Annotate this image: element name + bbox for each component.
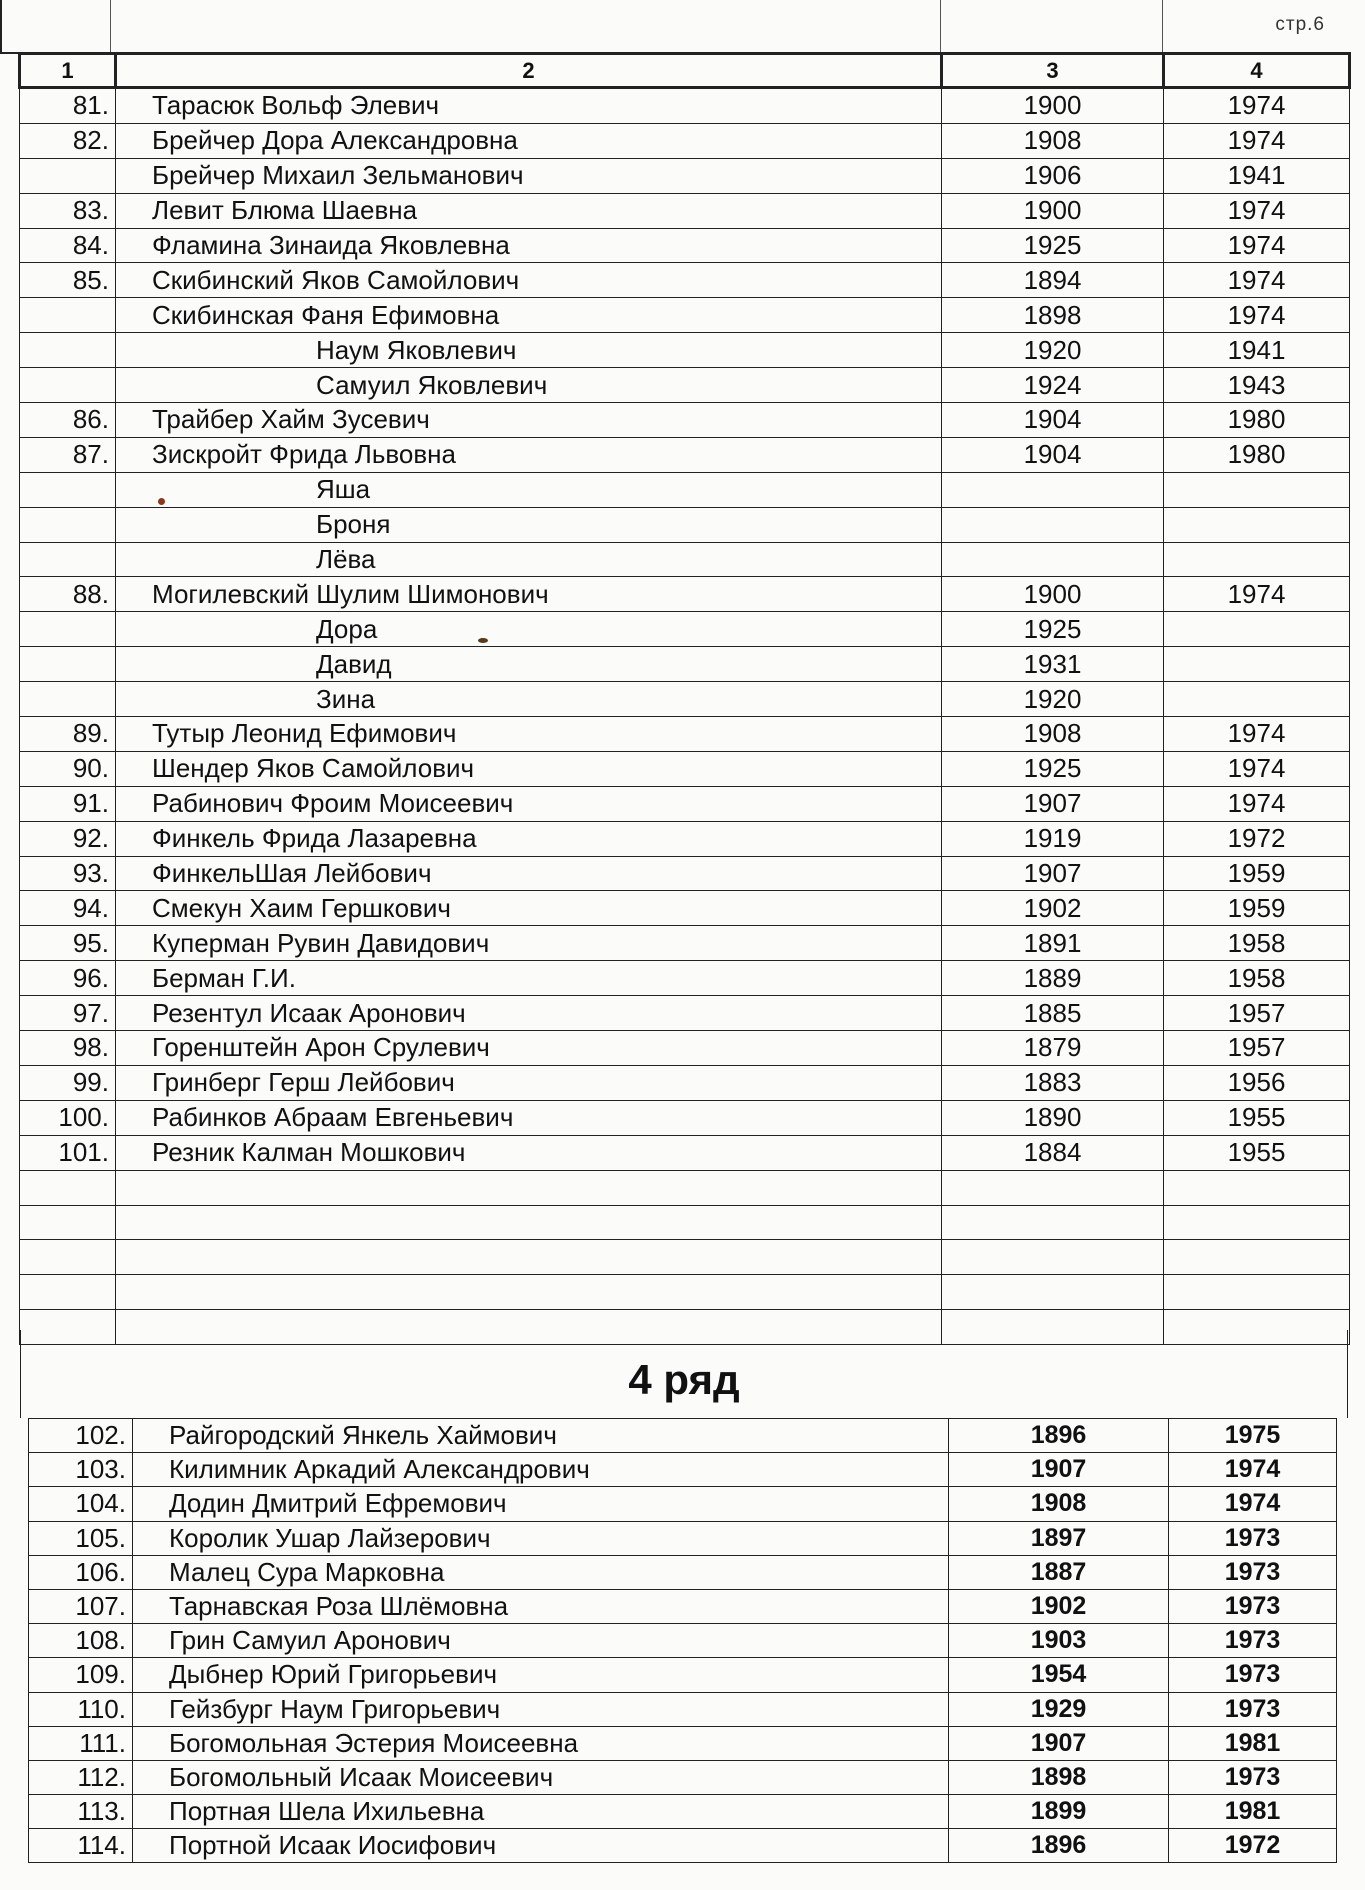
page-top-strip [0, 0, 1347, 54]
table-row [20, 856, 1350, 891]
row-number-cell: 102. [29, 1419, 133, 1453]
table-row [29, 1419, 1337, 1453]
name-cell: Зискройт Фрида Львовна [116, 437, 942, 472]
year-birth-cell: 1906 [942, 158, 1164, 193]
name-cell: Богомольный Исаак Моисеевич [133, 1760, 949, 1794]
name-cell: Дыбнер Юрий Григорьевич [133, 1658, 949, 1692]
table-row [20, 263, 1350, 298]
row-number-cell: 101. [20, 1135, 116, 1170]
year-birth-cell: 1896 [949, 1419, 1169, 1453]
year-birth-cell: 1896 [949, 1829, 1169, 1863]
row-number-cell: 89. [20, 717, 116, 752]
burial-table-lower [28, 1418, 1337, 1863]
year-birth-cell: 1920 [942, 333, 1164, 368]
row-number-cell [20, 1275, 116, 1310]
year-death-cell: 1980 [1164, 403, 1350, 438]
name-cell: Тарасюк Вольф Элевич [116, 88, 942, 124]
name-cell: Зина [116, 682, 942, 717]
table-row [20, 123, 1350, 158]
year-birth-cell: 1899 [949, 1795, 1169, 1829]
table-row [20, 612, 1350, 647]
year-birth-cell: 1908 [942, 717, 1164, 752]
column-header-2: 2 [116, 54, 942, 88]
name-cell: Королик Ушар Лайзерович [133, 1521, 949, 1555]
name-cell: Грин Самуил Аронович [133, 1624, 949, 1658]
year-birth-cell: 1904 [942, 437, 1164, 472]
year-death-cell: 1973 [1169, 1658, 1337, 1692]
table-row [29, 1795, 1337, 1829]
year-death-cell: 1973 [1169, 1760, 1337, 1794]
table-row [20, 961, 1350, 996]
table-row [20, 717, 1350, 752]
name-cell: Смекун Хаим Гершкович [116, 891, 942, 926]
row-number-cell [20, 158, 116, 193]
table-row [20, 193, 1350, 228]
name-cell [116, 1205, 942, 1240]
name-cell: Резентул Исаак Аронович [116, 996, 942, 1031]
row-number-cell: 94. [20, 891, 116, 926]
row-number-cell: 113. [29, 1795, 133, 1829]
year-birth-cell [942, 1240, 1164, 1275]
year-birth-cell: 1908 [942, 123, 1164, 158]
row-number-cell [20, 542, 116, 577]
year-birth-cell [942, 542, 1164, 577]
table-row [20, 228, 1350, 263]
row-number-cell: 93. [20, 856, 116, 891]
year-death-cell: 1958 [1164, 926, 1350, 961]
year-death-cell: 1943 [1164, 368, 1350, 403]
table-row [20, 472, 1350, 507]
name-cell [116, 1170, 942, 1205]
year-birth-cell: 1902 [949, 1589, 1169, 1623]
table-row [29, 1521, 1337, 1555]
year-birth-cell: 1908 [949, 1487, 1169, 1521]
name-cell: Наум Яковлевич [116, 333, 942, 368]
name-cell: Резник Калман Мошкович [116, 1135, 942, 1170]
row-number-cell: 88. [20, 577, 116, 612]
table-row [20, 996, 1350, 1031]
table-body-upper [20, 88, 1350, 1345]
year-birth-cell [942, 472, 1164, 507]
year-birth-cell: 1924 [942, 368, 1164, 403]
name-cell: Брейчер Дора Александровна [116, 123, 942, 158]
name-cell: Додин Дмитрий Ефремович [133, 1487, 949, 1521]
table-row [20, 1240, 1350, 1275]
name-cell: Рабинков Абраам Евгеньевич [116, 1100, 942, 1135]
year-birth-cell: 1900 [942, 577, 1164, 612]
name-cell: Самуил Яковлевич [116, 368, 942, 403]
name-cell: Горенштейн Арон Срулевич [116, 1031, 942, 1066]
row-number-cell: 98. [20, 1031, 116, 1066]
year-birth-cell: 1907 [949, 1726, 1169, 1760]
row-number-cell [20, 1170, 116, 1205]
name-cell: Гейзбург Наум Григорьевич [133, 1692, 949, 1726]
year-death-cell: 1974 [1164, 228, 1350, 263]
table-row [20, 1275, 1350, 1310]
name-cell: Скибинский Яков Самойлович [116, 263, 942, 298]
row-number-cell: 85. [20, 263, 116, 298]
name-cell: Фламина Зинаида Яковлевна [116, 228, 942, 263]
row-number-cell: 105. [29, 1521, 133, 1555]
row-number-cell: 107. [29, 1589, 133, 1623]
year-birth-cell: 1894 [942, 263, 1164, 298]
year-birth-cell: 1885 [942, 996, 1164, 1031]
row-number-cell: 81. [20, 88, 116, 124]
table-row [29, 1829, 1337, 1863]
name-cell: Лёва [116, 542, 942, 577]
year-death-cell: 1955 [1164, 1100, 1350, 1135]
column-header-4: 4 [1164, 54, 1350, 88]
name-cell: Малец Сура Марковна [133, 1555, 949, 1589]
table-row [20, 333, 1350, 368]
name-cell: Трайбер Хайм Зусевич [116, 403, 942, 438]
year-birth-cell [942, 507, 1164, 542]
year-death-cell [1164, 1170, 1350, 1205]
row-number-cell: 86. [20, 403, 116, 438]
row-number-cell [20, 612, 116, 647]
year-death-cell: 1974 [1164, 193, 1350, 228]
name-cell: ФинкельШая Лейбович [116, 856, 942, 891]
row-number-cell: 87. [20, 437, 116, 472]
table-row [20, 751, 1350, 786]
row-number-cell: 108. [29, 1624, 133, 1658]
row-number-cell: 114. [29, 1829, 133, 1863]
table-body-lower [29, 1419, 1337, 1863]
year-birth-cell: 1907 [942, 856, 1164, 891]
table-row [29, 1726, 1337, 1760]
year-death-cell [1164, 472, 1350, 507]
year-death-cell [1164, 682, 1350, 717]
name-cell: Скибинская Фаня Ефимовна [116, 298, 942, 333]
row-number-cell [20, 647, 116, 682]
year-death-cell: 1974 [1164, 298, 1350, 333]
year-death-cell: 1955 [1164, 1135, 1350, 1170]
table-row [20, 158, 1350, 193]
name-cell [116, 1240, 942, 1275]
year-birth-cell: 1898 [942, 298, 1164, 333]
year-birth-cell: 1954 [949, 1658, 1169, 1692]
row-number-cell: 96. [20, 961, 116, 996]
name-cell: Куперман Рувин Давидович [116, 926, 942, 961]
year-birth-cell: 1879 [942, 1031, 1164, 1066]
year-birth-cell: 1887 [949, 1555, 1169, 1589]
year-death-cell: 1972 [1164, 821, 1350, 856]
table-row [20, 821, 1350, 856]
table-row [20, 786, 1350, 821]
table-row [20, 507, 1350, 542]
year-death-cell: 1958 [1164, 961, 1350, 996]
row-number-cell: 90. [20, 751, 116, 786]
name-cell: Броня [116, 507, 942, 542]
name-cell: Райгородский Янкель Хаймович [133, 1419, 949, 1453]
year-birth-cell: 1900 [942, 88, 1164, 124]
section-heading: 4 ряд [20, 1330, 1348, 1418]
row-number-cell: 97. [20, 996, 116, 1031]
table-row [20, 1135, 1350, 1170]
row-number-cell: 109. [29, 1658, 133, 1692]
name-cell: Тарнавская Роза Шлёмовна [133, 1589, 949, 1623]
year-death-cell: 1959 [1164, 856, 1350, 891]
year-death-cell [1164, 1275, 1350, 1310]
table-row [20, 368, 1350, 403]
year-death-cell: 1957 [1164, 1031, 1350, 1066]
row-number-cell: 91. [20, 786, 116, 821]
row-number-cell: 104. [29, 1487, 133, 1521]
year-death-cell [1164, 507, 1350, 542]
table-row [20, 437, 1350, 472]
table-row [20, 1100, 1350, 1135]
year-death-cell: 1974 [1164, 577, 1350, 612]
year-birth-cell: 1898 [949, 1760, 1169, 1794]
year-death-cell: 1973 [1169, 1521, 1337, 1555]
row-number-cell: 99. [20, 1065, 116, 1100]
name-cell: Финкель Фрида Лазаревна [116, 821, 942, 856]
row-number-cell [20, 472, 116, 507]
column-header-row [20, 54, 1350, 88]
name-cell: Рабинович Фроим Моисеевич [116, 786, 942, 821]
name-cell: Богомольная Эстерия Моисеевна [133, 1726, 949, 1760]
year-birth-cell: 1929 [949, 1692, 1169, 1726]
year-birth-cell: 1925 [942, 612, 1164, 647]
year-death-cell: 1956 [1164, 1065, 1350, 1100]
name-cell: Яша [116, 472, 942, 507]
name-cell: Килимник Аркадий Александрович [133, 1453, 949, 1487]
year-birth-cell: 1891 [942, 926, 1164, 961]
row-number-cell: 112. [29, 1760, 133, 1794]
table-row [29, 1453, 1337, 1487]
year-birth-cell: 1890 [942, 1100, 1164, 1135]
row-number-cell: 111. [29, 1726, 133, 1760]
table-row [20, 577, 1350, 612]
row-number-cell [20, 507, 116, 542]
year-birth-cell [942, 1275, 1164, 1310]
year-birth-cell: 1907 [949, 1453, 1169, 1487]
row-number-cell: 110. [29, 1692, 133, 1726]
year-birth-cell: 1907 [942, 786, 1164, 821]
table-row [20, 926, 1350, 961]
row-number-cell: 82. [20, 123, 116, 158]
year-birth-cell: 1883 [942, 1065, 1164, 1100]
year-birth-cell: 1904 [942, 403, 1164, 438]
name-cell: Брейчер Михаил Зельманович [116, 158, 942, 193]
year-birth-cell: 1889 [942, 961, 1164, 996]
ink-stain [158, 498, 165, 505]
table-row [20, 647, 1350, 682]
table-row [29, 1760, 1337, 1794]
year-death-cell: 1941 [1164, 333, 1350, 368]
row-number-cell: 100. [20, 1100, 116, 1135]
year-death-cell: 1959 [1164, 891, 1350, 926]
year-death-cell: 1974 [1164, 717, 1350, 752]
year-birth-cell: 1903 [949, 1624, 1169, 1658]
row-number-cell [20, 1205, 116, 1240]
table-row [20, 1205, 1350, 1240]
row-number-cell: 92. [20, 821, 116, 856]
row-number-cell [20, 682, 116, 717]
year-death-cell: 1973 [1169, 1589, 1337, 1623]
table-row [29, 1555, 1337, 1589]
name-cell: Берман Г.И. [116, 961, 942, 996]
year-death-cell: 1974 [1164, 88, 1350, 124]
row-number-cell: 84. [20, 228, 116, 263]
table-row [29, 1589, 1337, 1623]
name-cell: Левит Блюма Шаевна [116, 193, 942, 228]
row-number-cell: 95. [20, 926, 116, 961]
year-death-cell: 1957 [1164, 996, 1350, 1031]
burial-table-upper [18, 52, 1351, 1345]
name-cell: Дора [116, 612, 942, 647]
year-birth-cell: 1919 [942, 821, 1164, 856]
name-cell: Давид [116, 647, 942, 682]
year-birth-cell: 1900 [942, 193, 1164, 228]
name-cell: Гринберг Герш Лейбович [116, 1065, 942, 1100]
table-row [20, 542, 1350, 577]
table-row [20, 88, 1350, 124]
year-birth-cell [942, 1170, 1164, 1205]
year-death-cell: 1973 [1169, 1624, 1337, 1658]
year-death-cell: 1974 [1164, 786, 1350, 821]
year-death-cell [1164, 1205, 1350, 1240]
year-birth-cell: 1925 [942, 751, 1164, 786]
year-death-cell [1164, 542, 1350, 577]
name-cell: Портная Шела Ихильевна [133, 1795, 949, 1829]
name-cell: Могилевский Шулим Шимонович [116, 577, 942, 612]
column-header-3: 3 [942, 54, 1164, 88]
year-death-cell: 1941 [1164, 158, 1350, 193]
page-number-label: стр.6 [1275, 14, 1325, 35]
year-birth-cell: 1897 [949, 1521, 1169, 1555]
table-row [29, 1624, 1337, 1658]
row-number-cell: 106. [29, 1555, 133, 1589]
year-death-cell: 1974 [1164, 263, 1350, 298]
table-row [20, 1031, 1350, 1066]
year-death-cell: 1974 [1169, 1487, 1337, 1521]
year-death-cell [1164, 612, 1350, 647]
name-cell: Шендер Яков Самойлович [116, 751, 942, 786]
year-death-cell: 1981 [1169, 1795, 1337, 1829]
row-number-cell: 103. [29, 1453, 133, 1487]
year-birth-cell: 1931 [942, 647, 1164, 682]
row-number-cell [20, 1240, 116, 1275]
column-header-1: 1 [20, 54, 116, 88]
table-row [29, 1692, 1337, 1726]
table-row [20, 1065, 1350, 1100]
table-row [20, 682, 1350, 717]
table-row [29, 1658, 1337, 1692]
year-death-cell: 1974 [1164, 123, 1350, 158]
year-death-cell: 1975 [1169, 1419, 1337, 1453]
year-death-cell: 1981 [1169, 1726, 1337, 1760]
table-row [20, 403, 1350, 438]
ink-stain [478, 638, 488, 643]
year-death-cell: 1973 [1169, 1555, 1337, 1589]
year-birth-cell [942, 1205, 1164, 1240]
year-death-cell: 1973 [1169, 1692, 1337, 1726]
year-birth-cell: 1925 [942, 228, 1164, 263]
table-row [20, 298, 1350, 333]
year-death-cell: 1974 [1164, 751, 1350, 786]
table-row [20, 1170, 1350, 1205]
row-number-cell: 83. [20, 193, 116, 228]
table-row [20, 891, 1350, 926]
year-death-cell: 1974 [1169, 1453, 1337, 1487]
year-death-cell: 1980 [1164, 437, 1350, 472]
name-cell: Портной Исаак Иосифович [133, 1829, 949, 1863]
year-death-cell [1164, 647, 1350, 682]
row-number-cell [20, 298, 116, 333]
row-number-cell [20, 368, 116, 403]
year-death-cell [1164, 1240, 1350, 1275]
year-death-cell: 1972 [1169, 1829, 1337, 1863]
name-cell: Тутыр Леонид Ефимович [116, 717, 942, 752]
year-birth-cell: 1884 [942, 1135, 1164, 1170]
row-number-cell [20, 333, 116, 368]
name-cell [116, 1275, 942, 1310]
year-birth-cell: 1902 [942, 891, 1164, 926]
year-birth-cell: 1920 [942, 682, 1164, 717]
table-row [29, 1487, 1337, 1521]
